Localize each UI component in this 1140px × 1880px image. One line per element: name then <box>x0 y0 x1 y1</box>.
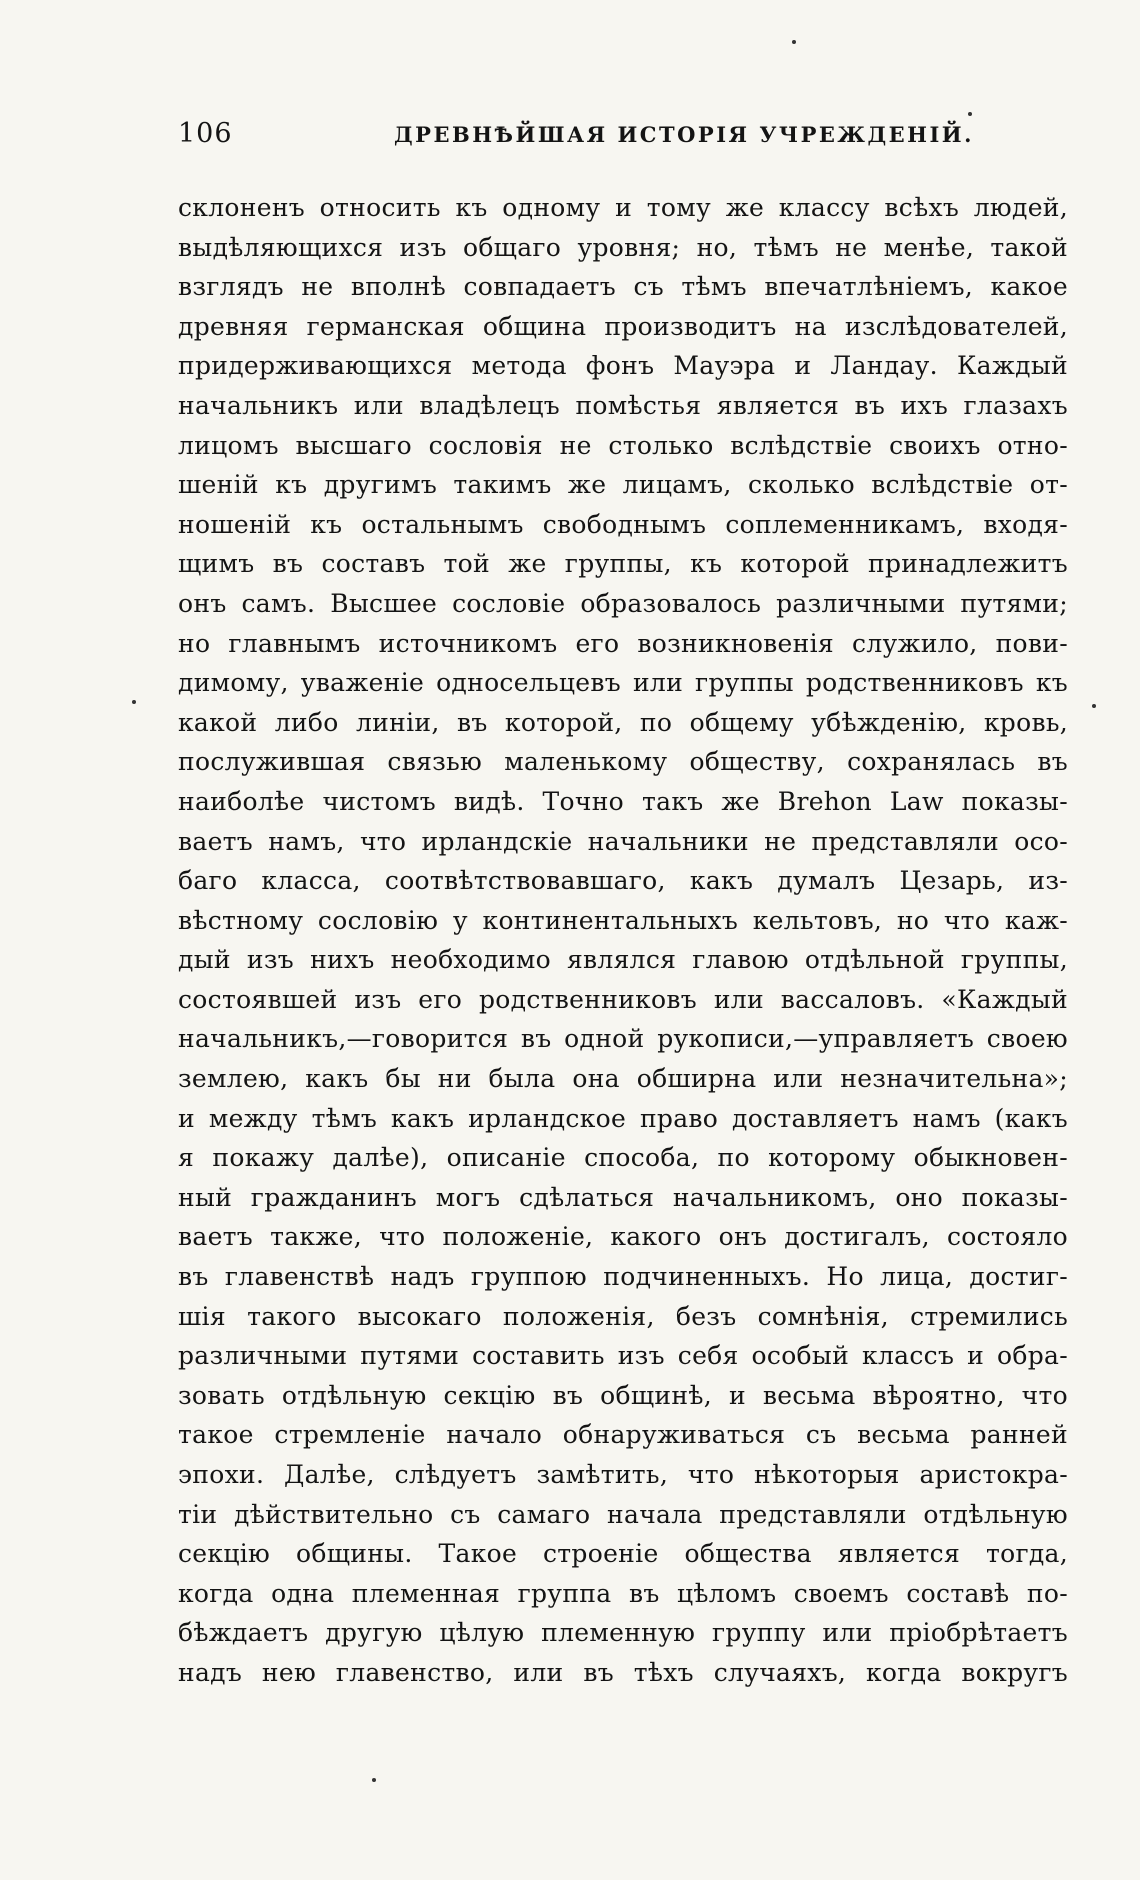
text-line: выдѣляющихся изъ общаго уровня; но, тѣмъ не менѣе, такой <box>178 232 1068 262</box>
text-line: когда одна племенная группа въ цѣломъ своемъ составѣ по- <box>178 1578 1068 1608</box>
page-number: 106 <box>178 118 233 149</box>
text-line: баго класса, соотвѣтствовавшаго, какъ думалъ Цезарь, из- <box>178 866 1068 896</box>
text-line: и между тѣмъ какъ ирландское право доставляетъ намъ (какъ <box>178 1103 1068 1133</box>
text-line: лицомъ высшаго сословія не столько вслѣдствіе своихъ отно- <box>178 430 1068 460</box>
text-line: димому, уваженіе односельцевъ или группы родственниковъ къ <box>178 668 1068 698</box>
text-line: шія такого высокаго положенія, безъ сомнѣнія, стремились <box>178 1301 1068 1331</box>
text-line: состоявшей изъ его родственниковъ или вассаловъ. «Каждый <box>178 984 1068 1014</box>
body-text <box>178 188 1068 1693</box>
print-speck <box>968 112 972 116</box>
text-line: но главнымъ источникомъ его возникновенія служило, пови- <box>178 628 1068 658</box>
print-speck <box>792 40 796 44</box>
text-line: землею, какъ бы ни была она обширна или незначительна»; <box>178 1064 1068 1094</box>
print-speck <box>1092 704 1096 708</box>
text-line: эпохи. Далѣе, слѣдуетъ замѣтить, что нѣкоторыя аристокра- <box>178 1460 1068 1489</box>
text-line: послужившая связью маленькому обществу, сохранялась въ <box>178 747 1068 777</box>
text-line: я покажу далѣе), описаніе способа, по которому обыкновен- <box>178 1143 1068 1173</box>
print-speck <box>132 700 136 704</box>
text-line: различными путями составить изъ себя особый классъ и обра- <box>178 1341 1068 1371</box>
text-line: тіи дѣйствительно съ самаго начала представляли отдѣльную <box>178 1499 1068 1529</box>
text-line: вѣстному сословію у континентальныхъ кельтовъ, но что каж- <box>178 905 1068 935</box>
text-line: взглядъ не вполнѣ совпадаетъ съ тѣмъ впечатлѣніемъ, какое <box>178 272 1068 302</box>
text-line: въ главенствѣ надъ группою подчиненныхъ. Но лица, достиг- <box>178 1262 1068 1292</box>
text-line: надъ нею главенство, или въ тѣхъ случаяхъ, когда вокругъ <box>178 1657 1068 1687</box>
text-line: секцію общины. Такое строеніе общества является тогда, <box>178 1539 1068 1569</box>
running-title: ДРЕВНѢЙШАЯ ИСТОРІЯ УЧРЕЖДЕНІЙ. <box>394 122 974 147</box>
text-line: древняя германская община производитъ на изслѣдователей, <box>178 311 1068 341</box>
text-line: щимъ въ составъ той же группы, къ которой принадлежитъ <box>178 549 1068 579</box>
text-line: зовать отдѣльную секцію въ общинѣ, и весьма вѣроятно, что <box>178 1380 1068 1410</box>
text-line: онъ самъ. Высшее сословіе образовалось различными путями; <box>178 588 1068 618</box>
text-line: начальникъ или владѣлецъ помѣстья является въ ихъ глазахъ <box>178 390 1068 420</box>
text-line: наиболѣе чистомъ видѣ. Точно такъ же Brehon Law показы- <box>178 786 1068 816</box>
text-line: такое стремленіе начало обнаруживаться съ весьма ранней <box>178 1420 1068 1450</box>
text-line: дый изъ нихъ необходимо являлся главою отдѣльной группы, <box>178 945 1068 975</box>
text-line: начальникъ,—говорится въ одной рукописи,—управляетъ своею <box>178 1024 1068 1054</box>
text-line: ваетъ намъ, что ирландскіе начальники не представляли осо- <box>178 826 1068 856</box>
print-speck <box>372 1778 376 1782</box>
text-line: шеній къ другимъ такимъ же лицамъ, сколько вслѣдствіе от- <box>178 470 1068 500</box>
text-line: придерживающихся метода фонъ Мауэра и Ландау. Каждый <box>178 351 1068 381</box>
text-line: склоненъ относить къ одному и тому же классу всѣхъ людей, <box>178 193 1068 222</box>
text-line: бѣждаетъ другую цѣлую племенную группу или пріобрѣтаетъ <box>178 1618 1068 1648</box>
text-line: ный гражданинъ могъ сдѣлаться начальникомъ, оно показы- <box>178 1182 1068 1212</box>
text-line: ваетъ также, что положеніе, какого онъ достигалъ, состояло <box>178 1222 1068 1252</box>
text-line: ношеній къ остальнымъ свободнымъ соплеменникамъ, входя- <box>178 509 1068 539</box>
text-line: какой либо линіи, въ которой, по общему убѣжденію, кровь, <box>178 707 1068 737</box>
page-header <box>178 118 1082 158</box>
